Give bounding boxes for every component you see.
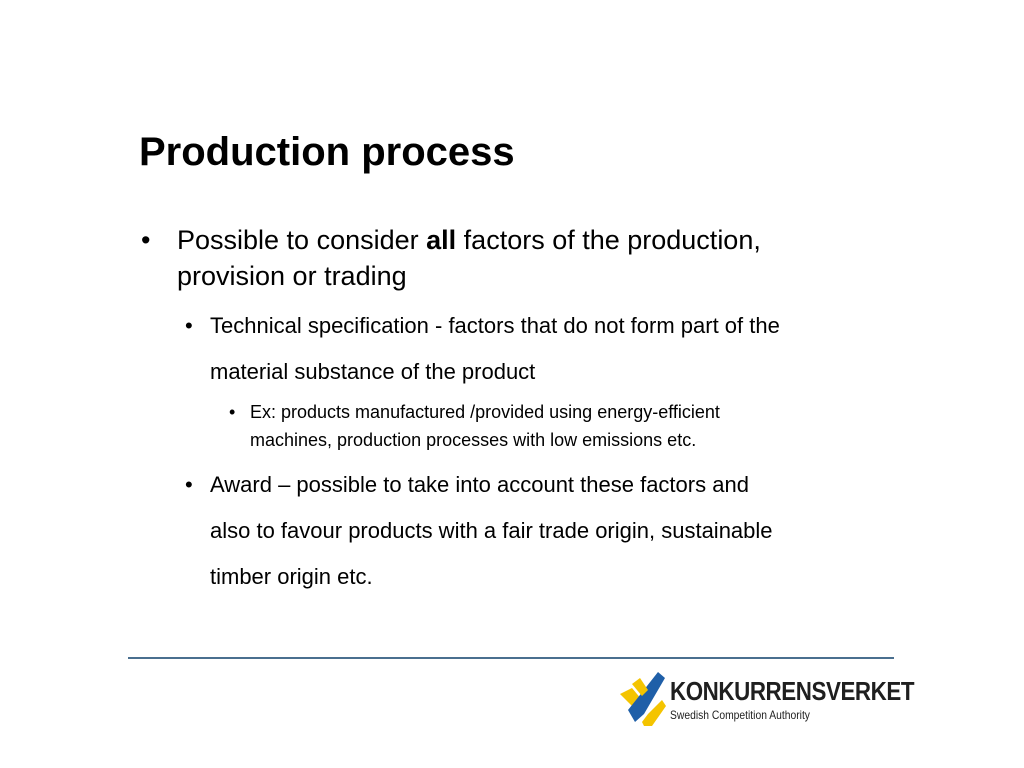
- bullet-dot: •: [185, 472, 193, 497]
- bullet-dot: •: [229, 402, 236, 422]
- bullet-level3-line: Ex: products manufactured /provided using energy-efficient: [250, 402, 720, 422]
- bullet-level2-line: also to favour products with a fair trade origin, sustainable: [210, 518, 773, 543]
- bullet-text: factors of the production,: [456, 225, 761, 255]
- slide-title: Production process: [139, 130, 515, 174]
- konkurrensverket-logo: [618, 670, 915, 726]
- bullet-text: Possible to consider: [177, 225, 427, 255]
- bullet-level1-line1: [177, 222, 761, 258]
- bullet-dot: •: [185, 313, 193, 338]
- bullet-level1-line2: provision or trading: [177, 261, 407, 291]
- logo-wordmark: KONKURRENSVERKET: [670, 676, 915, 706]
- bullet-level3-line: machines, production processes with low emissions etc.: [250, 430, 697, 450]
- footer-divider: [128, 657, 894, 659]
- bullet-dot: •: [141, 225, 151, 255]
- bullet-level2-line: timber origin etc.: [210, 564, 373, 589]
- logo-emblem-icon: [618, 670, 668, 726]
- logo-tagline: Swedish Competition Authority: [670, 708, 810, 722]
- bullet-level2-line: Technical specification - factors that do not form part of the: [210, 313, 780, 338]
- bullet-emphasis: all: [426, 225, 457, 255]
- bullet-level2-line: Award – possible to take into account these factors and: [210, 472, 749, 497]
- bullet-level2-line: material substance of the product: [210, 359, 536, 384]
